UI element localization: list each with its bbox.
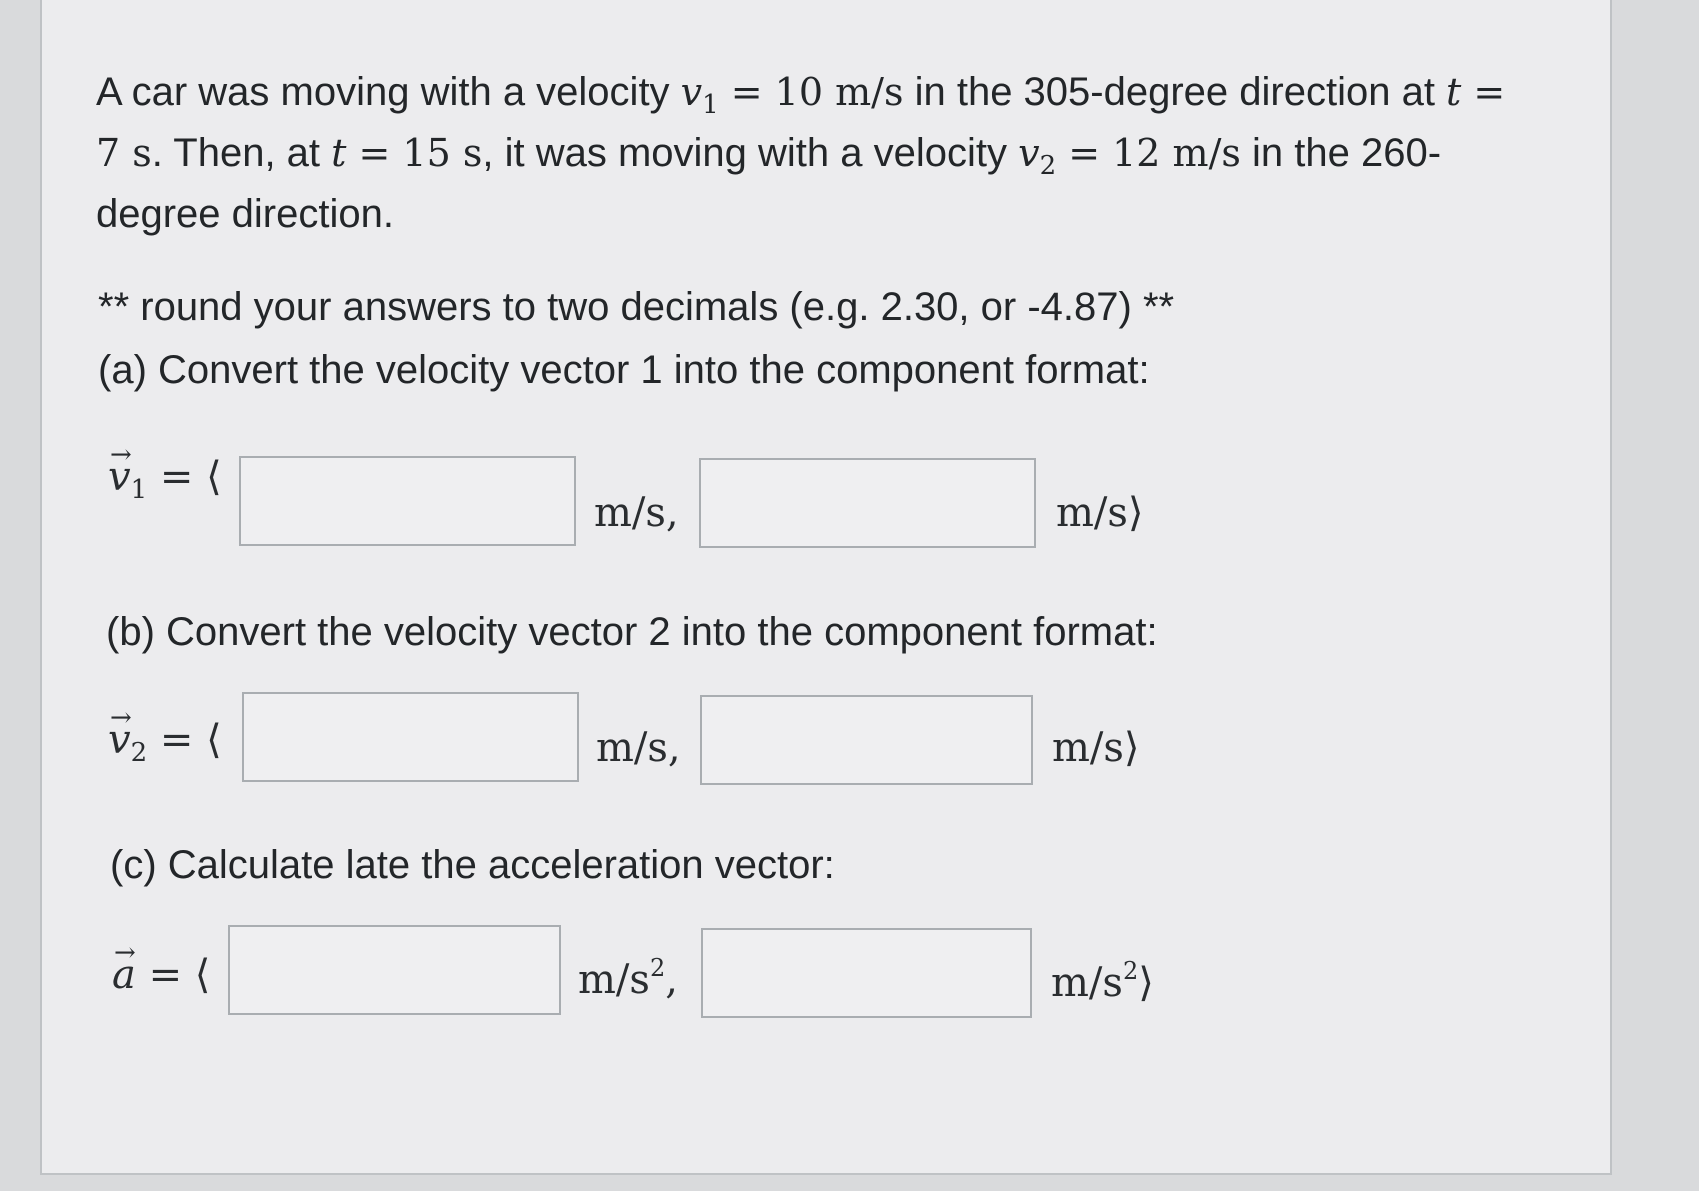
v2-vector-label: → $v_2$ = ⟨ [108, 715, 222, 765]
problem-text: . Then, at [151, 131, 332, 175]
part-b-label: (b) Convert the velocity vector 2 into the component format: [106, 610, 1158, 654]
rounding-note: ** round your answers to two decimals (e.g. 2.30, or -4.87) ** [98, 285, 1175, 329]
acceleration-vector-label: → a = ⟨ [112, 950, 210, 1000]
v1-x-unit: m/s, [594, 490, 679, 536]
problem-text: , it was moving with a velocity [482, 131, 1019, 175]
v1-x-component-input[interactable] [239, 456, 576, 546]
math-t1: t = 7 s [96, 70, 1506, 175]
problem-text: in the 260-degree direction. [96, 131, 1442, 236]
part-a-label: (a) Convert the velocity vector 1 into the component format: [98, 348, 1150, 392]
part-c-label: (c) Calculate late the acceleration vector: [110, 843, 835, 887]
problem-text: A car was moving with a velocity [96, 70, 681, 114]
a-x-component-input[interactable] [228, 925, 561, 1015]
v2-x-component-input[interactable] [242, 692, 579, 782]
problem-statement [96, 62, 1536, 245]
a-y-unit: $m/s^2⟩$ [1051, 957, 1154, 1006]
math-t2: t = 15 s [331, 131, 483, 175]
v2-x-unit: m/s, [596, 725, 681, 771]
a-x-unit: $m/s^2$, [578, 954, 678, 1003]
v2-y-component-input[interactable] [700, 695, 1033, 785]
v1-vector-label: → $v_1$ = ⟨ [108, 452, 222, 502]
a-y-component-input[interactable] [701, 928, 1032, 1018]
problem-text: in the 305-degree direction at [903, 70, 1447, 114]
v1-y-component-input[interactable] [699, 458, 1036, 548]
math-v1: $v_1 = 10$ m/s [680, 70, 904, 120]
v2-y-unit: m/s⟩ [1052, 725, 1140, 771]
math-v2: $v_2 = 12$ m/s [1018, 131, 1241, 181]
v1-y-unit: m/s⟩ [1056, 490, 1144, 536]
